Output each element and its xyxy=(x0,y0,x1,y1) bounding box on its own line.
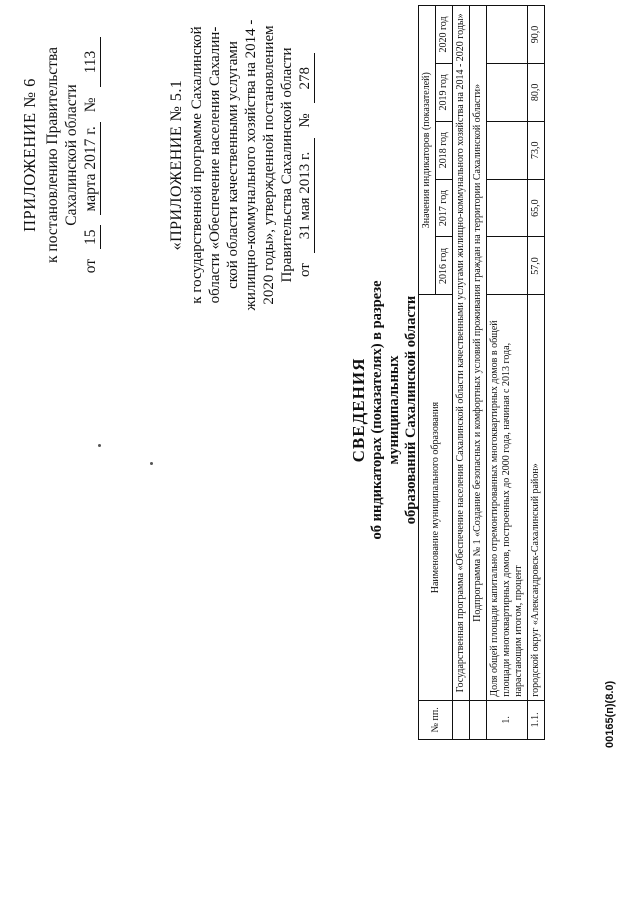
table-header-row xyxy=(419,6,436,740)
appendix-block xyxy=(20,5,101,305)
subprogram-cell: Подпрограмма № 1 «Создание безопасных и комфортных условий проживания граждан на территории Сахалинской области» xyxy=(470,6,487,701)
appendix-day: 15 xyxy=(81,225,101,249)
row-name: городской округ «Александровск-Сахалинский район» xyxy=(528,295,545,700)
header-year: 2019 год xyxy=(436,63,453,121)
scan-speck xyxy=(98,444,101,447)
appendix2-no-label: № xyxy=(297,113,313,128)
header-name: Наименование муниципального образования xyxy=(419,295,453,700)
program-cell: Государственная программа «Обеспечение населения Сахалинской области качественными услугами жилищно-коммунального хозяйства на 2014 - 2020 годы» xyxy=(453,6,470,701)
appendix2-date-line xyxy=(296,15,315,315)
value-cell: 73,0 xyxy=(528,121,545,179)
header-year: 2020 год xyxy=(436,6,453,64)
header-year: 2017 год xyxy=(436,179,453,237)
table-row xyxy=(528,6,545,740)
appendix-date-prefix: от xyxy=(82,258,99,274)
appendix-region: Сахалинской области xyxy=(63,84,80,226)
document-code: 00165(п)(8.0) xyxy=(604,680,616,748)
value-cell: 65,0 xyxy=(528,179,545,237)
appendix2-line6: Правительства Сахалинской области xyxy=(279,47,295,283)
appendix2-line5: 2020 годы», утвержденной постановлением xyxy=(261,25,277,305)
scan-speck xyxy=(150,462,153,465)
table-row xyxy=(487,6,528,740)
appendix2-line3: ской области качественными услугами xyxy=(225,41,241,289)
appendix-to: к постановлению Правительства xyxy=(44,47,61,263)
appendix2-line2: области «Обеспечение населения Сахалин- xyxy=(207,26,223,304)
header-year: 2018 год xyxy=(436,121,453,179)
appendix2-date: 31 мая 2013 г. xyxy=(296,138,315,253)
appendix2-line1: к государственной программе Сахалинской xyxy=(189,26,205,304)
table-row xyxy=(453,6,470,740)
appendix-no-label: № xyxy=(82,97,99,113)
value-cell: 57,0 xyxy=(528,237,545,295)
heading-title: СВЕДЕНИЯ xyxy=(349,357,368,463)
appendix2-title: «ПРИЛОЖЕНИЕ № 5.1 xyxy=(168,79,185,251)
header-no: № пп. xyxy=(419,700,453,739)
heading-line2: образований Сахалинской области xyxy=(403,295,419,525)
appendix2-block xyxy=(168,15,315,315)
header-year: 2016 год xyxy=(436,237,453,295)
appendix-date-line xyxy=(81,5,101,305)
row-name: Доля общей площади капитально отремонтированных многоквартирных домов в общей площади многоквартирных домов, построенных до 2000 года, начиная с 2013 года, нарастающим итогом, процент xyxy=(487,295,528,700)
row-no: 1.1. xyxy=(528,700,545,739)
indicators-table xyxy=(418,5,545,740)
appendix2-line4: жилищно-коммунального хозяйства на 2014 - xyxy=(243,19,259,311)
header-values: Значения индикаторов (показателей) xyxy=(419,6,436,295)
row-no: 1. xyxy=(487,700,528,739)
appendix2-date-prefix: от xyxy=(297,263,313,278)
appendix2-number: 278 xyxy=(296,53,315,104)
document-heading xyxy=(350,245,420,575)
appendix-number: 113 xyxy=(81,37,101,88)
value-cell: 80,0 xyxy=(528,63,545,121)
table-row xyxy=(470,6,487,740)
appendix-month-year: марта 2017 г. xyxy=(81,122,101,215)
appendix-title: ПРИЛОЖЕНИЕ № 6 xyxy=(20,78,39,232)
value-cell: 90,0 xyxy=(528,6,545,64)
heading-line1: об индикаторах (показателях) в разрезе муниципальных xyxy=(369,280,402,540)
